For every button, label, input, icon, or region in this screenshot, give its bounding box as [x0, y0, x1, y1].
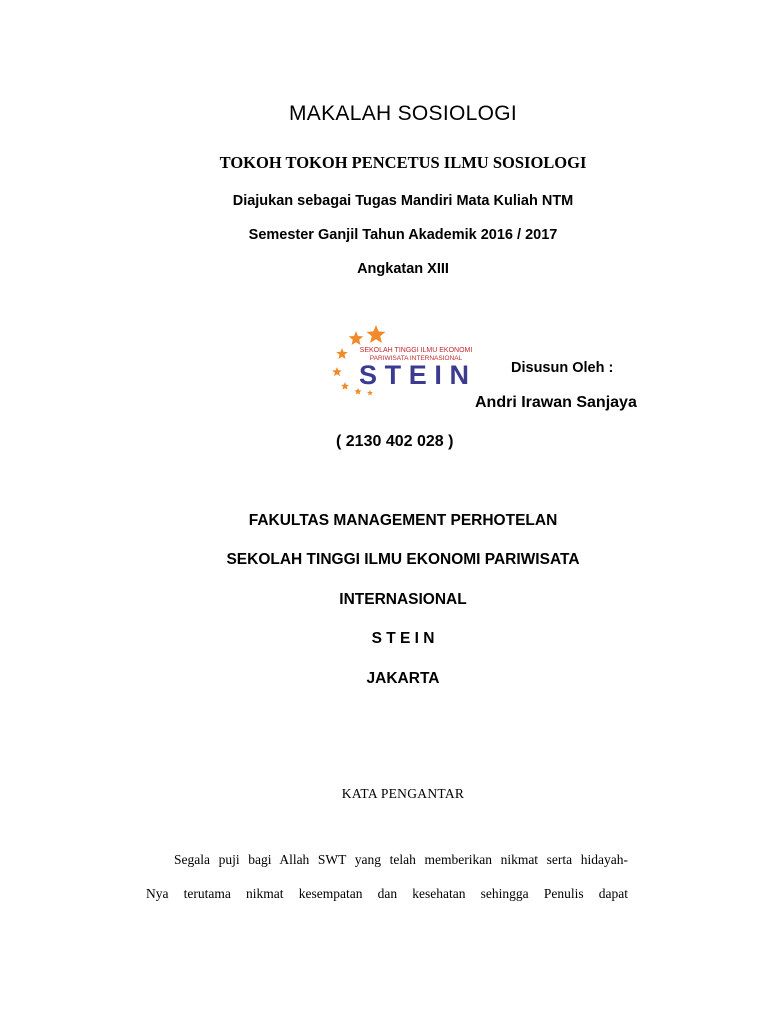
school-line-2: INTERNASIONAL — [339, 591, 467, 608]
subtitle: TOKOH TOKOH PENCETUS ILMU SOSIOLOGI — [219, 153, 587, 172]
prepared-by-label: Disusun Oleh : — [511, 360, 614, 376]
foreword-paragraph-line: Segala puji bagi Allah SWT yang telah memberikan nikmat serta hidayah- — [174, 852, 628, 867]
logo-tagline: PARIWISATA INTERNASIONAL — [369, 355, 463, 362]
stein-logo — [328, 322, 474, 398]
page-title: MAKALAH SOSIOLOGI — [289, 102, 517, 125]
logo-tagline: SEKOLAH TINGGI ILMU EKONOMI — [359, 347, 473, 354]
foreword-heading: KATA PENGANTAR — [341, 786, 465, 801]
school-acronym: S T E I N — [371, 630, 435, 647]
submission-line: Diajukan sebagai Tugas Mandiri Mata Kuliah NTM — [232, 193, 574, 209]
star-icon — [341, 382, 349, 390]
cohort-line: Angkatan XIII — [357, 261, 449, 277]
star-icon — [367, 325, 386, 343]
school-line: SEKOLAH TINGGI ILMU EKONOMI PARIWISATA — [226, 551, 580, 568]
faculty-line: FAKULTAS MANAGEMENT PERHOTELAN — [248, 512, 558, 529]
semester-line: Semester Ganjil Tahun Akademik 2016 / 2017 — [248, 227, 558, 243]
star-icon — [367, 390, 373, 395]
author-name: Andri Irawan Sanjaya — [475, 394, 637, 411]
star-icon — [332, 367, 342, 376]
star-icon — [349, 331, 364, 345]
logo-brand: STEIN — [359, 360, 469, 390]
city-line: JAKARTA — [366, 670, 440, 687]
student-id: ( 2130 402 028 ) — [336, 433, 454, 450]
star-icon — [336, 348, 347, 359]
foreword-paragraph-line: Nya terutama nikmat kesempatan dan kesehatan sehingga Penulis dapat — [146, 886, 628, 901]
